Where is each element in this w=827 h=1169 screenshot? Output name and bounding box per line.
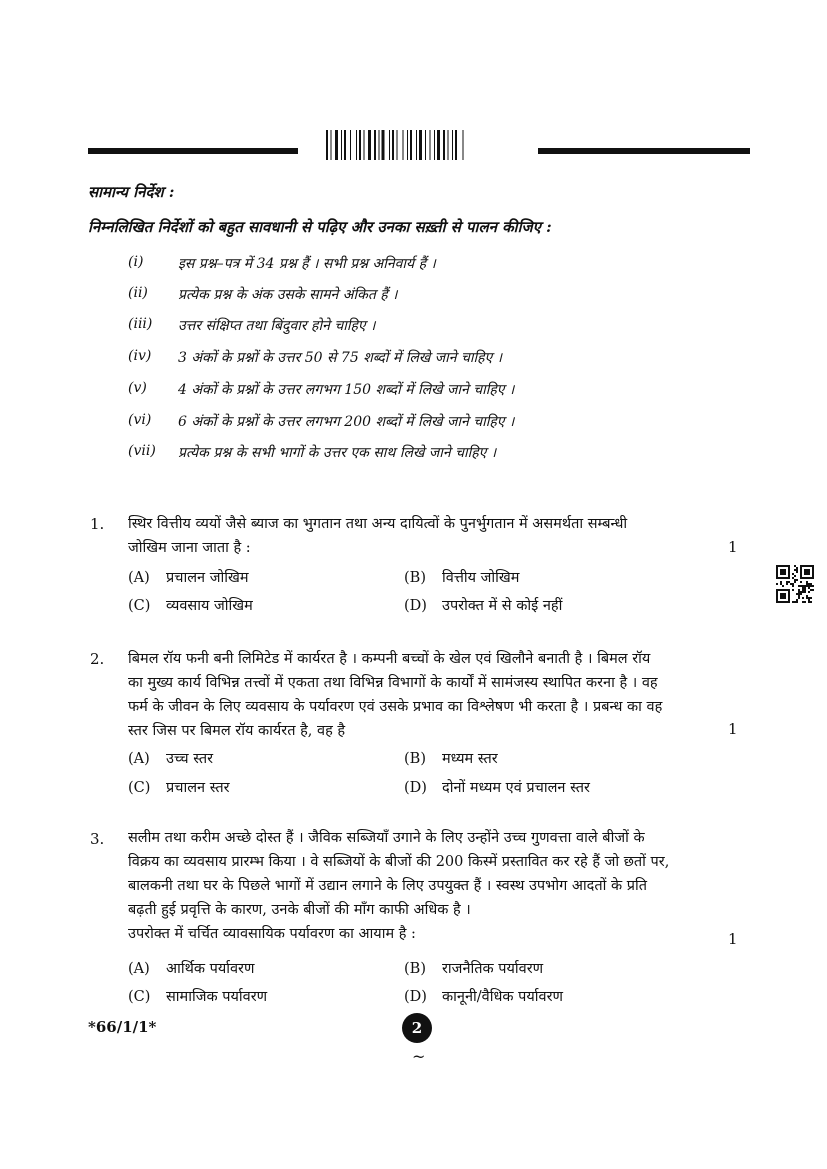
option-label: (B) bbox=[404, 570, 426, 586]
question-marks: 1 bbox=[728, 930, 738, 948]
barcode bbox=[326, 130, 511, 160]
question-text bbox=[128, 647, 703, 743]
question-number: 1. bbox=[90, 515, 105, 533]
option-b bbox=[404, 748, 498, 768]
general-instructions-subheading: निम्नलिखित निर्देशों को बहुत सावधानी से पढ़िए और उनका सख़्ती से पालन कीजिए : bbox=[88, 218, 552, 236]
option-c bbox=[128, 777, 230, 797]
question-line: स्तर जिस पर बिमल रॉय कार्यरत है, वह है bbox=[128, 723, 346, 739]
instruction-number: (iii) bbox=[128, 316, 153, 332]
option-label: (D) bbox=[404, 989, 427, 1005]
option-label: (C) bbox=[128, 780, 151, 796]
question-line: का मुख्य कार्य विभिन्न तत्त्वों में एकता तथा विभिन्न विभागों के कार्यों में सामंजस्य स्थापित करना है । वह bbox=[128, 675, 658, 691]
instruction-number: (iv) bbox=[128, 348, 152, 364]
option-text: उच्च स्तर bbox=[166, 751, 214, 767]
question-marks: 1 bbox=[728, 720, 738, 738]
option-text: दोनों मध्यम एवं प्रचालन स्तर bbox=[442, 780, 590, 796]
option-label: (A) bbox=[128, 751, 150, 767]
option-label: (A) bbox=[128, 961, 150, 977]
question-line: बालकनी तथा घर के पिछले भागों में उद्यान लगाने के लिए उपयुक्त हैं । स्वस्थ उपभोग आदतों के प्रति bbox=[128, 878, 648, 894]
instruction-number: (vii) bbox=[128, 443, 156, 459]
question-marks: 1 bbox=[728, 538, 738, 556]
question-line: उपरोक्त में चर्चित व्यावसायिक पर्यावरण का आयाम है : bbox=[128, 926, 416, 942]
option-text: सामाजिक पर्यावरण bbox=[166, 989, 268, 1005]
question-line: जोखिम जाना जाता है : bbox=[128, 540, 251, 556]
option-text: व्यवसाय जोखिम bbox=[166, 598, 253, 614]
instruction-text: 6 अंकों के प्रश्नों के उत्तर लगभग 200 शब्दों में लिखे जाने चाहिए । bbox=[178, 414, 515, 430]
question-text bbox=[128, 512, 703, 560]
option-label: (B) bbox=[404, 751, 426, 767]
question-line: सलीम तथा करीम अच्छे दोस्त हैं । जैविक सब्जियाँ उगाने के लिए उन्होंने उच्च गुणवत्ता वाले बीजों के bbox=[128, 830, 645, 846]
page-number: 2 bbox=[402, 1013, 432, 1043]
instruction-text: उत्तर संक्षिप्त तथा बिंदुवार होने चाहिए । bbox=[178, 318, 376, 334]
option-d bbox=[404, 777, 590, 797]
option-d bbox=[404, 595, 562, 615]
option-label: (B) bbox=[404, 961, 426, 977]
option-label: (D) bbox=[404, 780, 427, 796]
option-b bbox=[404, 958, 543, 978]
instruction-text: इस प्रश्न–पत्र में 34 प्रश्न हैं । सभी प्रश्न अनिवार्य हैं । bbox=[178, 256, 436, 272]
question-number: 3. bbox=[90, 830, 105, 848]
option-c bbox=[128, 986, 267, 1006]
footer-tilde: ~ bbox=[412, 1047, 426, 1066]
option-a bbox=[128, 567, 249, 587]
option-label: (A) bbox=[128, 570, 150, 586]
option-a bbox=[128, 958, 254, 978]
option-label: (C) bbox=[128, 598, 151, 614]
option-a bbox=[128, 748, 213, 768]
question-line: स्थिर वित्तीय व्ययों जैसे ब्याज का भुगतान तथा अन्य दायित्वों के पुनर्भुगतान में असमर्थता सम्बन्धी bbox=[128, 516, 628, 532]
question-line: बढ़ती हुई प्रवृत्ति के कारण, उनके बीजों की माँग काफी अधिक है । bbox=[128, 902, 471, 918]
instruction-text: प्रत्येक प्रश्न के सभी भागों के उत्तर एक साथ लिखे जाने चाहिए । bbox=[178, 445, 497, 461]
option-c bbox=[128, 595, 253, 615]
option-text: प्रचालन स्तर bbox=[166, 780, 230, 796]
instruction-text: प्रत्येक प्रश्न के अंक उसके सामने अंकित हैं । bbox=[178, 287, 398, 303]
general-instructions-heading: सामान्य निर्देश : bbox=[88, 183, 175, 201]
option-text: वित्तीय जोखिम bbox=[442, 570, 520, 586]
option-b bbox=[404, 567, 519, 587]
option-text: उपरोक्त में से कोई नहीं bbox=[442, 598, 563, 614]
option-text: प्रचालन जोखिम bbox=[166, 570, 249, 586]
instruction-text: 4 अंकों के प्रश्नों के उत्तर लगभग 150 शब्दों में लिखे जाने चाहिए । bbox=[178, 382, 515, 398]
qr-code bbox=[776, 565, 814, 603]
option-d bbox=[404, 986, 563, 1006]
instruction-number: (vi) bbox=[128, 412, 152, 428]
instruction-text: 3 अंकों के प्रश्नों के उत्तर 50 से 75 शब्दों में लिखे जाने चाहिए । bbox=[178, 350, 503, 366]
instruction-number: (i) bbox=[128, 254, 144, 270]
question-line: फर्म के जीवन के लिए व्यवसाय के पर्यावरण एवं उसके प्रभाव का विश्लेषण भी करता है । प्रबन्ध का वह bbox=[128, 699, 663, 715]
header-rule-left bbox=[88, 148, 298, 154]
question-line: विक्रय का व्यवसाय प्रारम्भ किया । वे सब्जियों के बीजों की 200 किस्में प्रस्तावित कर रहे हैं जो छतों पर, bbox=[128, 854, 670, 870]
option-text: आर्थिक पर्यावरण bbox=[166, 961, 255, 977]
option-label: (D) bbox=[404, 598, 427, 614]
header-rule-right bbox=[538, 148, 750, 154]
option-text: राजनैतिक पर्यावरण bbox=[442, 961, 544, 977]
question-number: 2. bbox=[90, 650, 105, 668]
option-label: (C) bbox=[128, 989, 151, 1005]
option-text: कानूनी/वैधिक पर्यावरण bbox=[442, 989, 563, 1005]
option-text: मध्यम स्तर bbox=[442, 751, 498, 767]
question-line: बिमल रॉय फनी बनी लिमिटेड में कार्यरत है । कम्पनी बच्चों के खेल एवं खिलौने बनाती है । बिमल रॉय bbox=[128, 651, 651, 667]
instruction-number: (v) bbox=[128, 380, 147, 396]
instruction-number: (ii) bbox=[128, 285, 148, 301]
paper-code: *66/1/1* bbox=[88, 1018, 157, 1036]
question-text bbox=[128, 826, 703, 946]
